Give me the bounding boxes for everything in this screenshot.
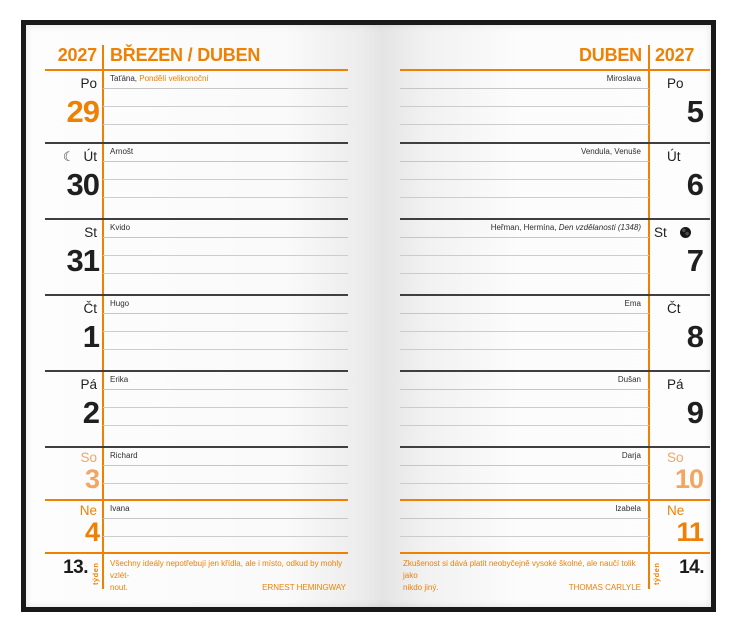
day-row [400, 142, 710, 218]
day-row [45, 218, 348, 294]
day-abbreviation-line [649, 372, 710, 395]
new-moon-icon [680, 227, 691, 238]
ruled-line [103, 256, 348, 274]
day-label-column [649, 220, 710, 294]
day-abbreviation: Čt [83, 301, 97, 316]
day-abbreviation-line [649, 71, 710, 94]
day-abbreviation: Čt [667, 301, 681, 316]
day-abbreviation: Pá [80, 377, 97, 392]
day-label-column [45, 296, 103, 370]
day-notes-area [103, 144, 348, 218]
day-abbreviation-line [45, 448, 103, 465]
day-row [45, 294, 348, 370]
day-row [400, 71, 710, 142]
day-notes-area [400, 501, 649, 552]
name-day-line [400, 501, 649, 519]
year-label: 2027 [655, 45, 695, 65]
day-notes-area [103, 448, 348, 499]
quote-continuation: nikdo jiný. [403, 583, 439, 592]
day-label-column [45, 71, 103, 142]
ruled-line [400, 238, 649, 256]
name-day-line [103, 296, 348, 314]
day-label-column [45, 448, 103, 499]
name-day-line [103, 448, 348, 466]
name-day-line [103, 144, 348, 162]
day-label-column [649, 296, 710, 370]
name-day-text: Taťána, [110, 74, 140, 83]
day-row [400, 294, 710, 370]
ruled-line [103, 89, 348, 107]
day-label-column [649, 372, 710, 446]
name-day-text: Richard [110, 451, 138, 460]
ruled-line [400, 180, 649, 198]
day-row [400, 218, 710, 294]
day-number: 3 [84, 464, 99, 494]
day-notes-area [400, 296, 649, 370]
name-day-text: Darja [621, 451, 641, 460]
day-abbreviation-line [45, 372, 103, 395]
day-abbreviation: So [667, 450, 684, 465]
week-label: týden [91, 562, 100, 585]
year-label: 2027 [57, 45, 97, 65]
ruled-line [103, 332, 348, 350]
ruled-line [400, 256, 649, 274]
day-notes-area [400, 144, 649, 218]
name-day-line [103, 501, 348, 519]
day-number: 6 [686, 167, 703, 202]
ruled-line [103, 390, 348, 408]
day-abbreviation: So [80, 450, 97, 465]
ruled-line [103, 408, 348, 426]
day-label-column [649, 501, 710, 552]
day-notes-area [400, 448, 649, 499]
day-abbreviation: Po [80, 76, 97, 91]
day-number: 5 [686, 94, 703, 129]
day-number: 30 [66, 167, 99, 202]
day-number: 2 [82, 395, 99, 430]
name-day-line [103, 220, 348, 238]
week-number: 13. [63, 557, 88, 578]
quote-author: THOMAS CARLYLE [568, 583, 641, 592]
name-day-text: Hugo [110, 299, 130, 308]
name-day-line [103, 71, 348, 89]
name-day-line [400, 448, 649, 466]
day-notes-area [103, 372, 348, 446]
name-day-text: Erika [110, 375, 129, 384]
name-day-text: Vendula, Venuše [580, 147, 641, 156]
day-notes-area [103, 501, 348, 552]
day-abbreviation-line [649, 296, 710, 319]
name-day-text: Arnošt [110, 147, 134, 156]
ruled-line [103, 519, 348, 537]
day-number: 9 [686, 395, 703, 430]
day-number: 11 [676, 517, 703, 547]
day-abbreviation-line [649, 448, 710, 465]
diary-cover-frame [21, 20, 716, 612]
day-abbreviation: Út [667, 149, 681, 164]
right-page [400, 25, 710, 606]
day-row [400, 499, 710, 552]
week-number-block [649, 554, 710, 590]
ruled-line [103, 162, 348, 180]
day-number: 10 [674, 464, 703, 494]
day-abbreviation-line [649, 144, 710, 167]
day-abbreviation: Pá [667, 377, 684, 392]
ruled-line [400, 390, 649, 408]
day-abbreviation: Po [667, 76, 684, 91]
day-abbreviation: St [654, 225, 667, 240]
ruled-line [103, 314, 348, 332]
day-number: 29 [66, 94, 99, 129]
day-label-column [649, 448, 710, 499]
quote-author: ERNEST HEMINGWAY [262, 583, 346, 592]
day-row [400, 446, 710, 499]
day-abbreviation-line [45, 296, 103, 319]
day-notes-area [103, 296, 348, 370]
quote-line [110, 582, 346, 594]
name-day-text: Dušan [617, 375, 641, 384]
day-row [45, 370, 348, 446]
day-label-column [649, 71, 710, 142]
day-abbreviation-line [45, 71, 103, 94]
name-day-line [400, 372, 649, 390]
quote-continuation: nout. [110, 583, 128, 592]
day-abbreviation: St [84, 225, 97, 240]
name-day-line [400, 71, 649, 89]
month-label: BŘEZEN / DUBEN [110, 45, 261, 65]
day-abbreviation: Ne [79, 503, 97, 518]
day-number: 8 [686, 319, 703, 354]
ruled-line [400, 162, 649, 180]
ruled-line [400, 408, 649, 426]
ruled-line [400, 519, 649, 537]
name-day-text: Miroslava [606, 74, 641, 83]
day-label-column [45, 372, 103, 446]
day-notes-area [103, 220, 348, 294]
week-label: týden [652, 562, 661, 585]
right-page-day-rows [400, 71, 710, 552]
day-abbreviation-line [649, 220, 710, 243]
ruled-line [103, 238, 348, 256]
day-abbreviation: Út [83, 149, 97, 164]
ruled-line [400, 314, 649, 332]
week-summary-row [400, 552, 710, 590]
name-day-text: Ema [624, 299, 641, 308]
name-day-line [400, 220, 649, 238]
day-row [45, 71, 348, 142]
quote-block [400, 554, 649, 590]
name-day-line [400, 144, 649, 162]
day-notes-area [400, 220, 649, 294]
left-page-header [45, 25, 348, 71]
diary-open-spread [26, 25, 711, 607]
day-abbreviation-line [45, 144, 103, 167]
day-notes-area [400, 71, 649, 142]
day-label-column [45, 220, 103, 294]
day-number: 4 [84, 517, 99, 547]
ruled-line [400, 466, 649, 484]
week-number-block [45, 554, 103, 590]
day-number: 1 [82, 319, 99, 354]
ruled-line [400, 89, 649, 107]
observance-text: Den vzdělanosti (1348) [558, 223, 641, 232]
day-abbreviation: Ne [667, 503, 685, 518]
day-abbreviation-line [45, 220, 103, 243]
week-number: 14. [679, 557, 704, 578]
month-label: DUBEN [578, 45, 642, 65]
left-page-day-rows [45, 71, 348, 552]
last-quarter-moon-icon: ☾ [62, 149, 75, 164]
ruled-line [400, 107, 649, 125]
ruled-line [103, 107, 348, 125]
day-label-column [649, 144, 710, 218]
right-page-header [400, 25, 710, 71]
day-row [400, 370, 710, 446]
day-notes-area [400, 372, 649, 446]
quote-block [103, 554, 348, 590]
ruled-line [400, 332, 649, 350]
day-row [45, 142, 348, 218]
quote-line: Zkušenost si dává platit neobyčejně vysoké školné, ale naučí tolik jako [403, 559, 636, 580]
name-day-text: Kvido [110, 223, 131, 232]
ruled-line [103, 180, 348, 198]
name-day-text: Izabela [615, 504, 641, 513]
holiday-name-text: Pondělí velikonoční [139, 74, 209, 83]
day-label-column [45, 144, 103, 218]
quote-line: Všechny ideály nepotřebují jen křídla, ale i místo, odkud by mohly vzlét- [110, 559, 343, 580]
name-day-line [400, 296, 649, 314]
day-label-column [45, 501, 103, 552]
day-number: 7 [686, 243, 703, 278]
day-abbreviation-line [45, 501, 103, 518]
day-row [45, 499, 348, 552]
day-row [45, 446, 348, 499]
day-notes-area [103, 71, 348, 142]
day-number: 31 [66, 243, 99, 278]
quote-line [403, 582, 641, 594]
name-day-text: Ivana [110, 504, 130, 513]
name-day-text: Heřman, Hermína, [490, 223, 559, 232]
day-abbreviation-line [649, 501, 710, 518]
ruled-line [103, 466, 348, 484]
week-summary-row [45, 552, 348, 590]
left-page [45, 25, 348, 606]
name-day-line [103, 372, 348, 390]
